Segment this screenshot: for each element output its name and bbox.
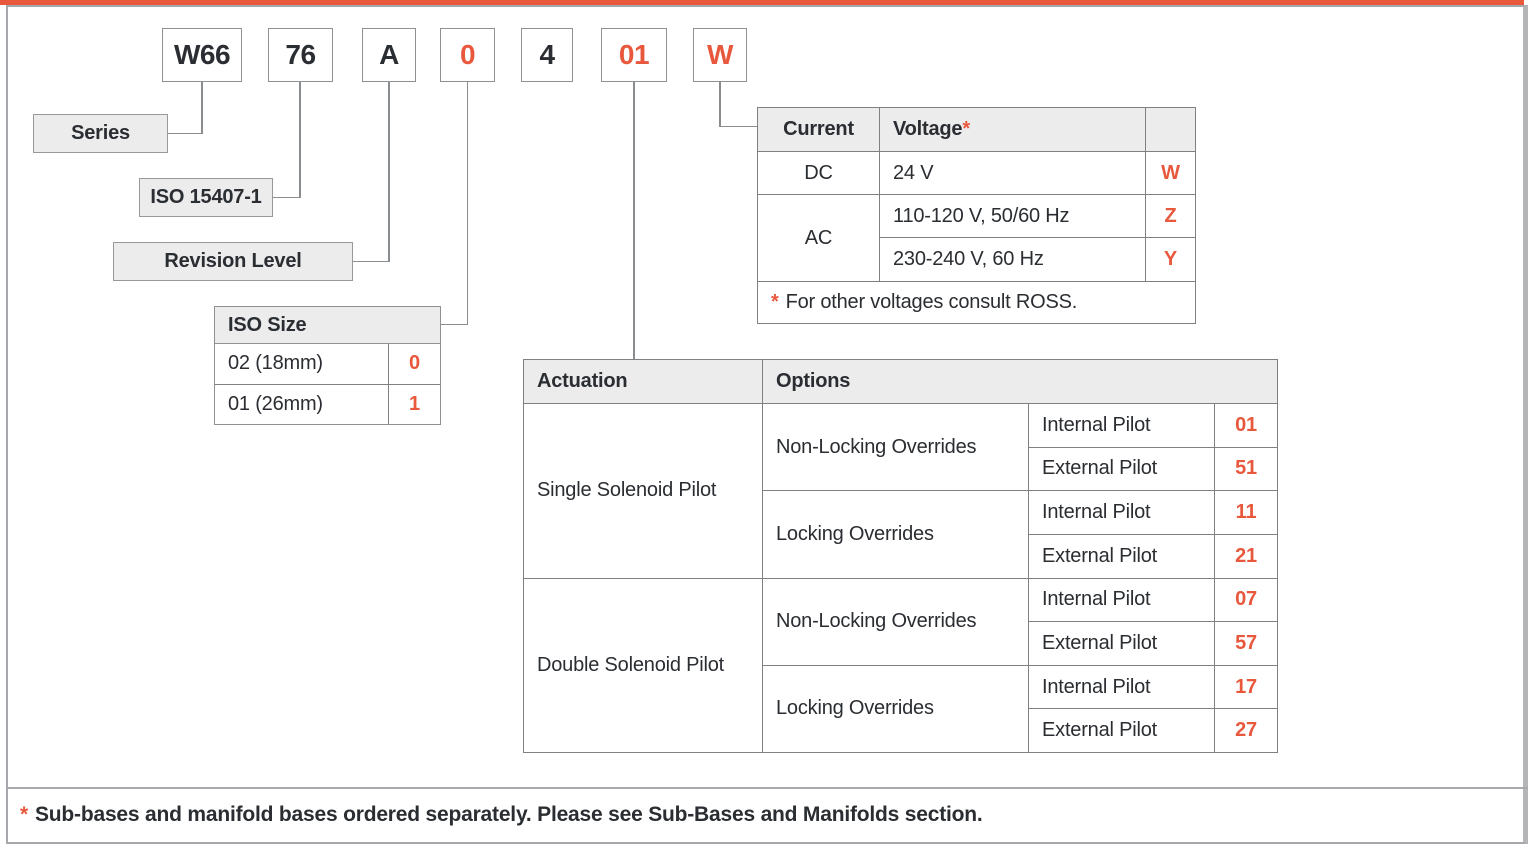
actuation-group-label: Single Solenoid Pilot [524, 403, 762, 578]
pilot-code: 11 [1214, 490, 1277, 534]
code-box-ports-text: 4 [539, 39, 555, 70]
pilot-label: Internal Pilot [1028, 578, 1214, 622]
footer-note-asterisk: * [20, 803, 28, 826]
connector-voltage-vertical [719, 82, 721, 127]
voltage-row-code: Z [1145, 194, 1195, 237]
label-series [33, 114, 168, 153]
iso-size-table-header [214, 306, 441, 344]
voltage-header-text: Voltage [893, 118, 963, 140]
connector-revision-vertical [388, 82, 390, 262]
override-option-label: Locking Overrides [762, 490, 1028, 577]
pilot-label: External Pilot [1028, 447, 1214, 491]
label-iso-standard-text: ISO 15407-1 [150, 186, 262, 208]
code-box-actuation-text: 01 [618, 39, 650, 70]
voltage-row-voltage: 230-240 V, 60 Hz [879, 237, 1145, 281]
label-revision-level [113, 242, 353, 281]
voltage-table [757, 107, 1196, 324]
iso-size-row-code: 1 [388, 384, 440, 424]
pilot-code: 27 [1214, 708, 1277, 752]
voltage-row-code: Y [1145, 237, 1195, 281]
actuation-table-header-options: Options [762, 360, 1277, 403]
iso-size-table [214, 344, 441, 425]
code-box-iso-standard [268, 28, 333, 82]
pilot-code: 51 [1214, 447, 1277, 491]
pilot-label: Internal Pilot [1028, 665, 1214, 709]
footer-note-text: Sub-bases and manifold bases ordered separately. Please see Sub-Bases and Manifolds section. [34, 803, 983, 826]
pilot-label: Internal Pilot [1028, 490, 1214, 534]
pilot-code: 57 [1214, 621, 1277, 665]
pilot-code: 07 [1214, 578, 1277, 622]
code-box-revision-text: A [379, 39, 399, 70]
voltage-row-voltage: 24 V [879, 151, 1145, 194]
connector-iso-size-vertical [467, 82, 469, 325]
pilot-code: 17 [1214, 665, 1277, 709]
connector-iso-size-horizontal [440, 324, 468, 326]
iso-size-row-code: 0 [388, 344, 440, 384]
voltage-table-header-code [1145, 108, 1195, 151]
actuation-table [523, 359, 1278, 753]
voltage-table-header-current: Current [758, 108, 879, 151]
label-iso-standard [139, 178, 273, 217]
code-box-iso-standard-text: 76 [285, 39, 316, 70]
connector-revision-horizontal [352, 261, 390, 263]
connector-iso-standard-horizontal [272, 197, 301, 199]
actuation-group-label: Double Solenoid Pilot [524, 578, 762, 753]
override-option-label: Non-Locking Overrides [762, 578, 1028, 665]
connector-iso-standard-vertical [299, 82, 301, 198]
pilot-label: External Pilot [1028, 621, 1214, 665]
connector-actuation-vertical [633, 82, 635, 359]
iso-size-row-label: 02 (18mm) [215, 344, 388, 384]
pilot-label: Internal Pilot [1028, 403, 1214, 447]
pilot-label: External Pilot [1028, 708, 1214, 752]
connector-voltage-horizontal [719, 126, 757, 128]
voltage-table-footnote [758, 281, 1195, 323]
override-option-label: Non-Locking Overrides [762, 403, 1028, 490]
code-box-revision [362, 28, 416, 82]
label-series-text: Series [71, 122, 130, 144]
voltage-header-asterisk: * [962, 118, 970, 140]
footer-note [20, 789, 1510, 841]
pilot-code: 21 [1214, 534, 1277, 578]
connector-series-vertical [201, 82, 203, 134]
voltage-row-current: DC [758, 151, 879, 194]
voltage-footnote-asterisk: * [771, 291, 779, 313]
code-box-voltage [693, 28, 747, 82]
code-box-series [162, 28, 242, 82]
label-revision-level-text: Revision Level [164, 250, 302, 272]
override-option-label: Locking Overrides [762, 665, 1028, 752]
voltage-row-current: AC [758, 194, 879, 281]
code-box-voltage-text: W [707, 39, 733, 70]
iso-size-row-label: 01 (26mm) [215, 384, 388, 424]
actuation-table-header-actuation: Actuation [524, 360, 762, 403]
pilot-label: External Pilot [1028, 534, 1214, 578]
pilot-code: 01 [1214, 403, 1277, 447]
code-box-iso-size [440, 28, 495, 82]
voltage-table-header-voltage [879, 108, 1145, 151]
code-box-actuation [601, 28, 667, 82]
voltage-footnote-text: For other voltages consult ROSS. [785, 291, 1078, 313]
voltage-row-code: W [1145, 151, 1195, 194]
voltage-row-voltage: 110-120 V, 50/60 Hz [879, 194, 1145, 237]
connector-series-horizontal [167, 133, 203, 135]
code-box-ports [521, 28, 573, 82]
code-box-series-text: W66 [173, 39, 231, 70]
code-box-iso-size-text: 0 [459, 39, 476, 70]
iso-size-header-text: ISO Size [228, 313, 307, 336]
